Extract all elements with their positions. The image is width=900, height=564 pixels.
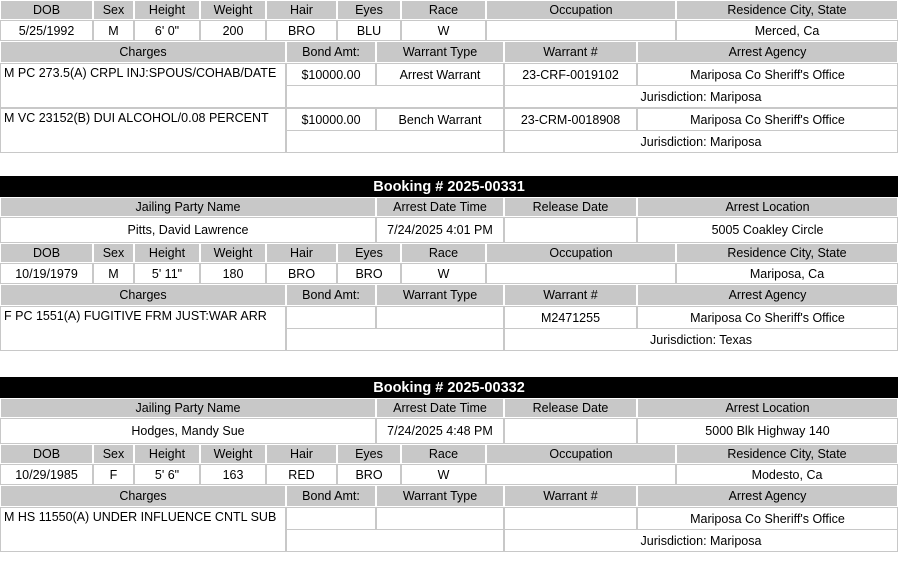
record1-height: 6' 0" bbox=[134, 20, 200, 41]
record2-arrest-dt: 7/24/2025 4:01 PM bbox=[376, 217, 504, 243]
record2-arrest-location: 5005 Coakley Circle bbox=[637, 217, 898, 243]
header-race: Race bbox=[401, 444, 486, 464]
header-occupation: Occupation bbox=[486, 444, 676, 464]
record1-dob: 5/25/1992 bbox=[0, 20, 93, 41]
record1-sex: M bbox=[93, 20, 134, 41]
warrant-number: 23-CRF-0019102 bbox=[504, 63, 637, 86]
warrant-type bbox=[376, 507, 504, 530]
header-arrest-location: Arrest Location bbox=[637, 398, 898, 418]
arrest-agency: Mariposa Co Sheriff's Office bbox=[637, 306, 898, 329]
header-sex: Sex bbox=[93, 444, 134, 464]
header-warrant-number: Warrant # bbox=[504, 485, 637, 507]
header-hair: Hair bbox=[266, 444, 337, 464]
record3-hair: RED bbox=[266, 464, 337, 485]
header-warrant-type: Warrant Type bbox=[376, 485, 504, 507]
bond-amount bbox=[286, 507, 376, 530]
record2-sex: M bbox=[93, 263, 134, 284]
warrant-number: 23-CRM-0018908 bbox=[504, 108, 637, 131]
record1-hair: BRO bbox=[266, 20, 337, 41]
record3-occupation bbox=[486, 464, 676, 485]
record2-residence: Mariposa, Ca bbox=[676, 263, 898, 284]
header-eyes: Eyes bbox=[337, 444, 401, 464]
header-jailing-party: Jailing Party Name bbox=[0, 197, 376, 217]
record1-eyes: BLU bbox=[337, 20, 401, 41]
record2-occupation bbox=[486, 263, 676, 284]
header-warrant-number: Warrant # bbox=[504, 284, 637, 306]
header-residence: Residence City, State bbox=[676, 243, 898, 263]
header-arrest-agency: Arrest Agency bbox=[637, 41, 898, 63]
header-arrest-dt: Arrest Date Time bbox=[376, 197, 504, 217]
header-weight: Weight bbox=[200, 243, 266, 263]
jurisdiction: Jurisdiction: Mariposa bbox=[504, 85, 898, 108]
header-sex: Sex bbox=[93, 243, 134, 263]
record1-weight: 200 bbox=[200, 20, 266, 41]
header-warrant-type: Warrant Type bbox=[376, 41, 504, 63]
header-arrest-location: Arrest Location bbox=[637, 197, 898, 217]
header-bond: Bond Amt: bbox=[286, 284, 376, 306]
warrant-number bbox=[504, 507, 637, 530]
bond-amount: $10000.00 bbox=[286, 63, 376, 86]
bond-amount bbox=[286, 306, 376, 329]
jurisdiction: Jurisdiction: Mariposa bbox=[504, 529, 898, 552]
header-jailing-party: Jailing Party Name bbox=[0, 398, 376, 418]
warrant-number: M2471255 bbox=[504, 306, 637, 329]
record2-weight: 180 bbox=[200, 263, 266, 284]
header-charges: Charges bbox=[0, 41, 286, 63]
record2-name: Pitts, David Lawrence bbox=[0, 217, 376, 243]
header-height: Height bbox=[134, 444, 200, 464]
header-bond: Bond Amt: bbox=[286, 41, 376, 63]
charge-spacer bbox=[286, 328, 504, 351]
header-dob: DOB bbox=[0, 0, 93, 20]
record3-residence: Modesto, Ca bbox=[676, 464, 898, 485]
record1-race: W bbox=[401, 20, 486, 41]
header-bond: Bond Amt: bbox=[286, 485, 376, 507]
header-height: Height bbox=[134, 0, 200, 20]
charge-spacer bbox=[286, 85, 504, 108]
charge-spacer bbox=[286, 130, 504, 153]
charge-description: M VC 23152(B) DUI ALCOHOL/0.08 PERCENT bbox=[0, 108, 286, 153]
warrant-type bbox=[376, 306, 504, 329]
header-dob: DOB bbox=[0, 444, 93, 464]
jurisdiction: Jurisdiction: Texas bbox=[504, 328, 898, 351]
record3-arrest-dt: 7/24/2025 4:48 PM bbox=[376, 418, 504, 444]
arrest-agency: Mariposa Co Sheriff's Office bbox=[637, 507, 898, 530]
header-hair: Hair bbox=[266, 0, 337, 20]
header-dob: DOB bbox=[0, 243, 93, 263]
header-release-date: Release Date bbox=[504, 398, 637, 418]
header-height: Height bbox=[134, 243, 200, 263]
record3-release-date bbox=[504, 418, 637, 444]
header-occupation: Occupation bbox=[486, 0, 676, 20]
header-arrest-agency: Arrest Agency bbox=[637, 284, 898, 306]
header-warrant-number: Warrant # bbox=[504, 41, 637, 63]
record1-occupation bbox=[486, 20, 676, 41]
record2-height: 5' 11" bbox=[134, 263, 200, 284]
record2-dob: 10/19/1979 bbox=[0, 263, 93, 284]
header-residence: Residence City, State bbox=[676, 0, 898, 20]
header-sex: Sex bbox=[93, 0, 134, 20]
bond-amount: $10000.00 bbox=[286, 108, 376, 131]
record2-race: W bbox=[401, 263, 486, 284]
record2-hair: BRO bbox=[266, 263, 337, 284]
header-charges: Charges bbox=[0, 284, 286, 306]
header-charges: Charges bbox=[0, 485, 286, 507]
header-hair: Hair bbox=[266, 243, 337, 263]
record3-name: Hodges, Mandy Sue bbox=[0, 418, 376, 444]
charge-description: M HS 11550(A) UNDER INFLUENCE CNTL SUB bbox=[0, 507, 286, 552]
header-race: Race bbox=[401, 0, 486, 20]
record2-eyes: BRO bbox=[337, 263, 401, 284]
booking-number-header: Booking # 2025-00331 bbox=[0, 176, 898, 197]
arrest-agency: Mariposa Co Sheriff's Office bbox=[637, 63, 898, 86]
warrant-type: Arrest Warrant bbox=[376, 63, 504, 86]
record3-arrest-location: 5000 Blk Highway 140 bbox=[637, 418, 898, 444]
record3-eyes: BRO bbox=[337, 464, 401, 485]
header-race: Race bbox=[401, 243, 486, 263]
booking-number-header: Booking # 2025-00332 bbox=[0, 377, 898, 398]
header-arrest-dt: Arrest Date Time bbox=[376, 398, 504, 418]
charge-description: F PC 1551(A) FUGITIVE FRM JUST:WAR ARR bbox=[0, 306, 286, 351]
header-residence: Residence City, State bbox=[676, 444, 898, 464]
charge-description: M PC 273.5(A) CRPL INJ:SPOUS/COHAB/DATE bbox=[0, 63, 286, 108]
record3-weight: 163 bbox=[200, 464, 266, 485]
record2-release-date bbox=[504, 217, 637, 243]
header-warrant-type: Warrant Type bbox=[376, 284, 504, 306]
header-release-date: Release Date bbox=[504, 197, 637, 217]
warrant-type: Bench Warrant bbox=[376, 108, 504, 131]
record3-race: W bbox=[401, 464, 486, 485]
header-eyes: Eyes bbox=[337, 0, 401, 20]
jurisdiction: Jurisdiction: Mariposa bbox=[504, 130, 898, 153]
header-weight: Weight bbox=[200, 0, 266, 20]
record3-sex: F bbox=[93, 464, 134, 485]
record3-height: 5' 6" bbox=[134, 464, 200, 485]
arrest-agency: Mariposa Co Sheriff's Office bbox=[637, 108, 898, 131]
header-arrest-agency: Arrest Agency bbox=[637, 485, 898, 507]
charge-spacer bbox=[286, 529, 504, 552]
record1-residence: Merced, Ca bbox=[676, 20, 898, 41]
header-weight: Weight bbox=[200, 444, 266, 464]
header-occupation: Occupation bbox=[486, 243, 676, 263]
record3-dob: 10/29/1985 bbox=[0, 464, 93, 485]
header-eyes: Eyes bbox=[337, 243, 401, 263]
